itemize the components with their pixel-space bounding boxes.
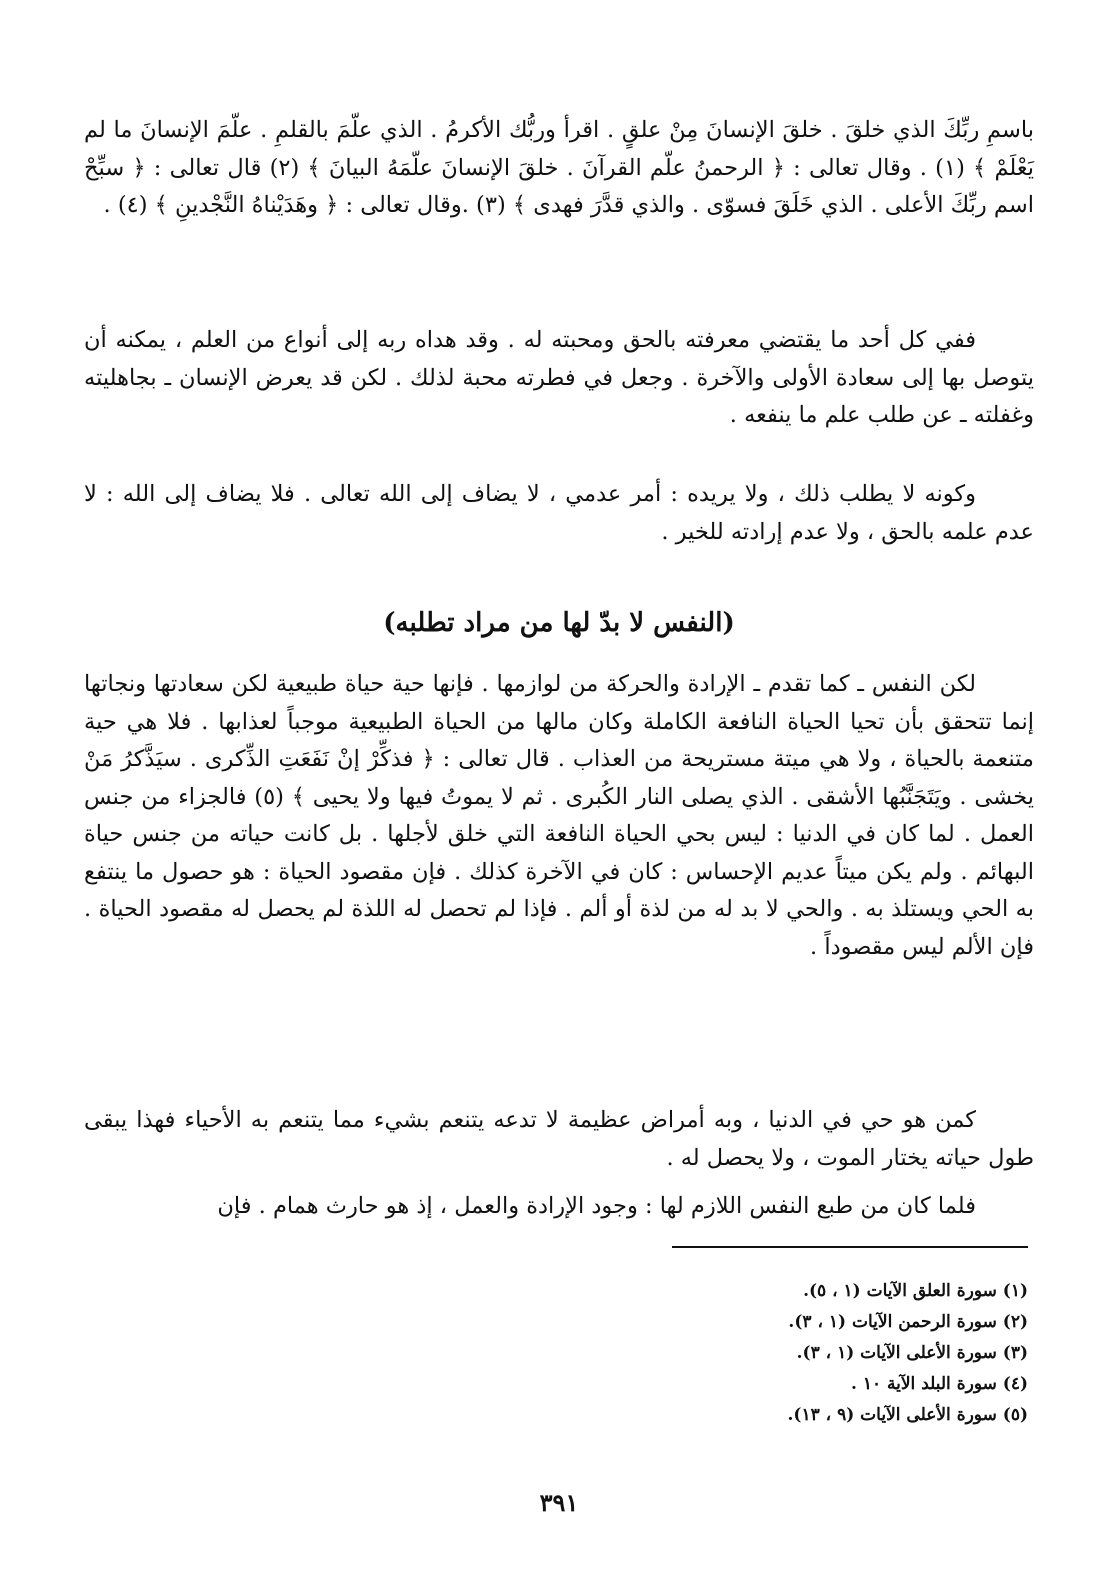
- paragraph-text: باسمِ ربِّكَ الذي خلقَ . خلقَ الإنسانَ مِنْ علقٍ . اقرأ وربُّك الأكرمُ . الذي علّمَ بالقلمِ . علّمَ الإنسانَ ما لم يَعْلَمْ ﴾ (١) . وقال تعالى : ﴿ الرحمنُ علّم القرآنَ . خلقَ الإنسانَ علّمَهُ البيانَ ﴾ (٢) قال تعالى : ﴿ سبِّحْ اسم ربِّكَ الأعلى . الذي خَلَقَ فسوّى . والذي قدَّرَ فهدى ﴾ (٣) .وقال تعالى : ﴿ وهَدَيْناهُ النَّجْدينِ ﴾ (٤) .: [84, 117, 1035, 218]
- paragraph-text: لكن النفس ـ كما تقدم ـ الإرادة والحركة من لوازمها . فإنها حية حياة طبيعية لكن سعادتها ونجاتها إنما تتحقق بأن تحيا الحياة النافعة الكاملة وكان مالها من الحياة الطبيعية موجباً لعذابها . فلا هي حية متنعمة بالحياة ، ولا هي ميتة مستريحة من العذاب . قال تعالى : ﴿ فذكِّرْ إنْ نَفَعَتِ الذِّكرى . سيَذَّكرُ مَنْ يخشى . ويَتَجَنَّبُها الأشقى . الذي يصلى النار الكُبرى . ثم لا يموتُ فيها ولا يحيى ﴾ (٥) فالجزاء من جنس العمل . لما كان في الدنيا : ليس بحي الحياة النافعة التي خلق لأجلها . بل كانت حياته من جنس حياة البهائم . ولم يكن ميتاً عديم الإحساس : كان في الآخرة كذلك . فإن مقصود الحياة : هو حصول ما ينتفع به الحي ويستلذ به . والحي لا بد له من لذة أو ألم . فإذا لم تحصل له اللذة لم يحصل له مقصود الحياة . فإن الألم ليس مقصوداً .: [84, 671, 1034, 960]
- section-heading: (النفس لا بدّ لها من مراد تطلبه): [383, 608, 735, 638]
- paragraph-text: وكونه لا يطلب ذلك ، ولا يريده : أمر عدمي ، لا يضاف إلى الله تعالى . فلا يضاف إلى الله : لا عدم علمه بالحق ، ولا عدم إرادته للخير .: [84, 481, 1034, 545]
- footnote-item: (٣) سورة الأعلى الآيات (١ ، ٣).: [796, 1343, 1028, 1363]
- footnote-item: (٢) سورة الرحمن الآيات (١ ، ٣).: [788, 1312, 1028, 1332]
- paragraph-soul-life: [84, 666, 1034, 966]
- paragraph-quran-verses: [84, 112, 1034, 225]
- footnote-item: (١) سورة العلق الآيات (١ ، ٥).: [803, 1281, 1028, 1301]
- footnotes-list: [508, 1276, 1028, 1431]
- paragraph-continuation: [84, 1188, 1034, 1226]
- paragraph-text: فلما كان من طبع النفس اللازم لها : وجود الإرادة والعمل ، إذ هو حارث همام . فإن: [217, 1193, 976, 1219]
- paragraph-text: كمن هو حي في الدنيا ، وبه أمراض عظيمة لا تدعه يتنعم بشيء مما يتنعم به الأحياء فهذا يبقى طول حياته يختار الموت ، ولا يحصل له .: [84, 1107, 1034, 1171]
- footnote-divider: [672, 1246, 1028, 1248]
- paragraph-text: ففي كل أحد ما يقتضي معرفته بالحق ومحبته له . وقد هداه ربه إلى أنواع من العلم ، يمكنه أن يتوصل بها إلى سعادة الأولى والآخرة . وجعل في فطرته محبة لذلك . لكن قد يعرض الإنسان ـ بجاهليته وغفلته ـ عن طلب علم ما ينفعه .: [84, 327, 1034, 428]
- paragraph-negation: [84, 476, 1034, 551]
- paragraph-knowledge: [84, 322, 1034, 435]
- paragraph-example: [84, 1102, 1034, 1177]
- footnote-item: (٤) سورة البلد الآية ١٠ .: [850, 1374, 1028, 1394]
- page-number: ٣٩١: [539, 1488, 579, 1517]
- footnote-item: (٥) سورة الأعلى الآيات (٩ ، ١٣).: [787, 1405, 1028, 1425]
